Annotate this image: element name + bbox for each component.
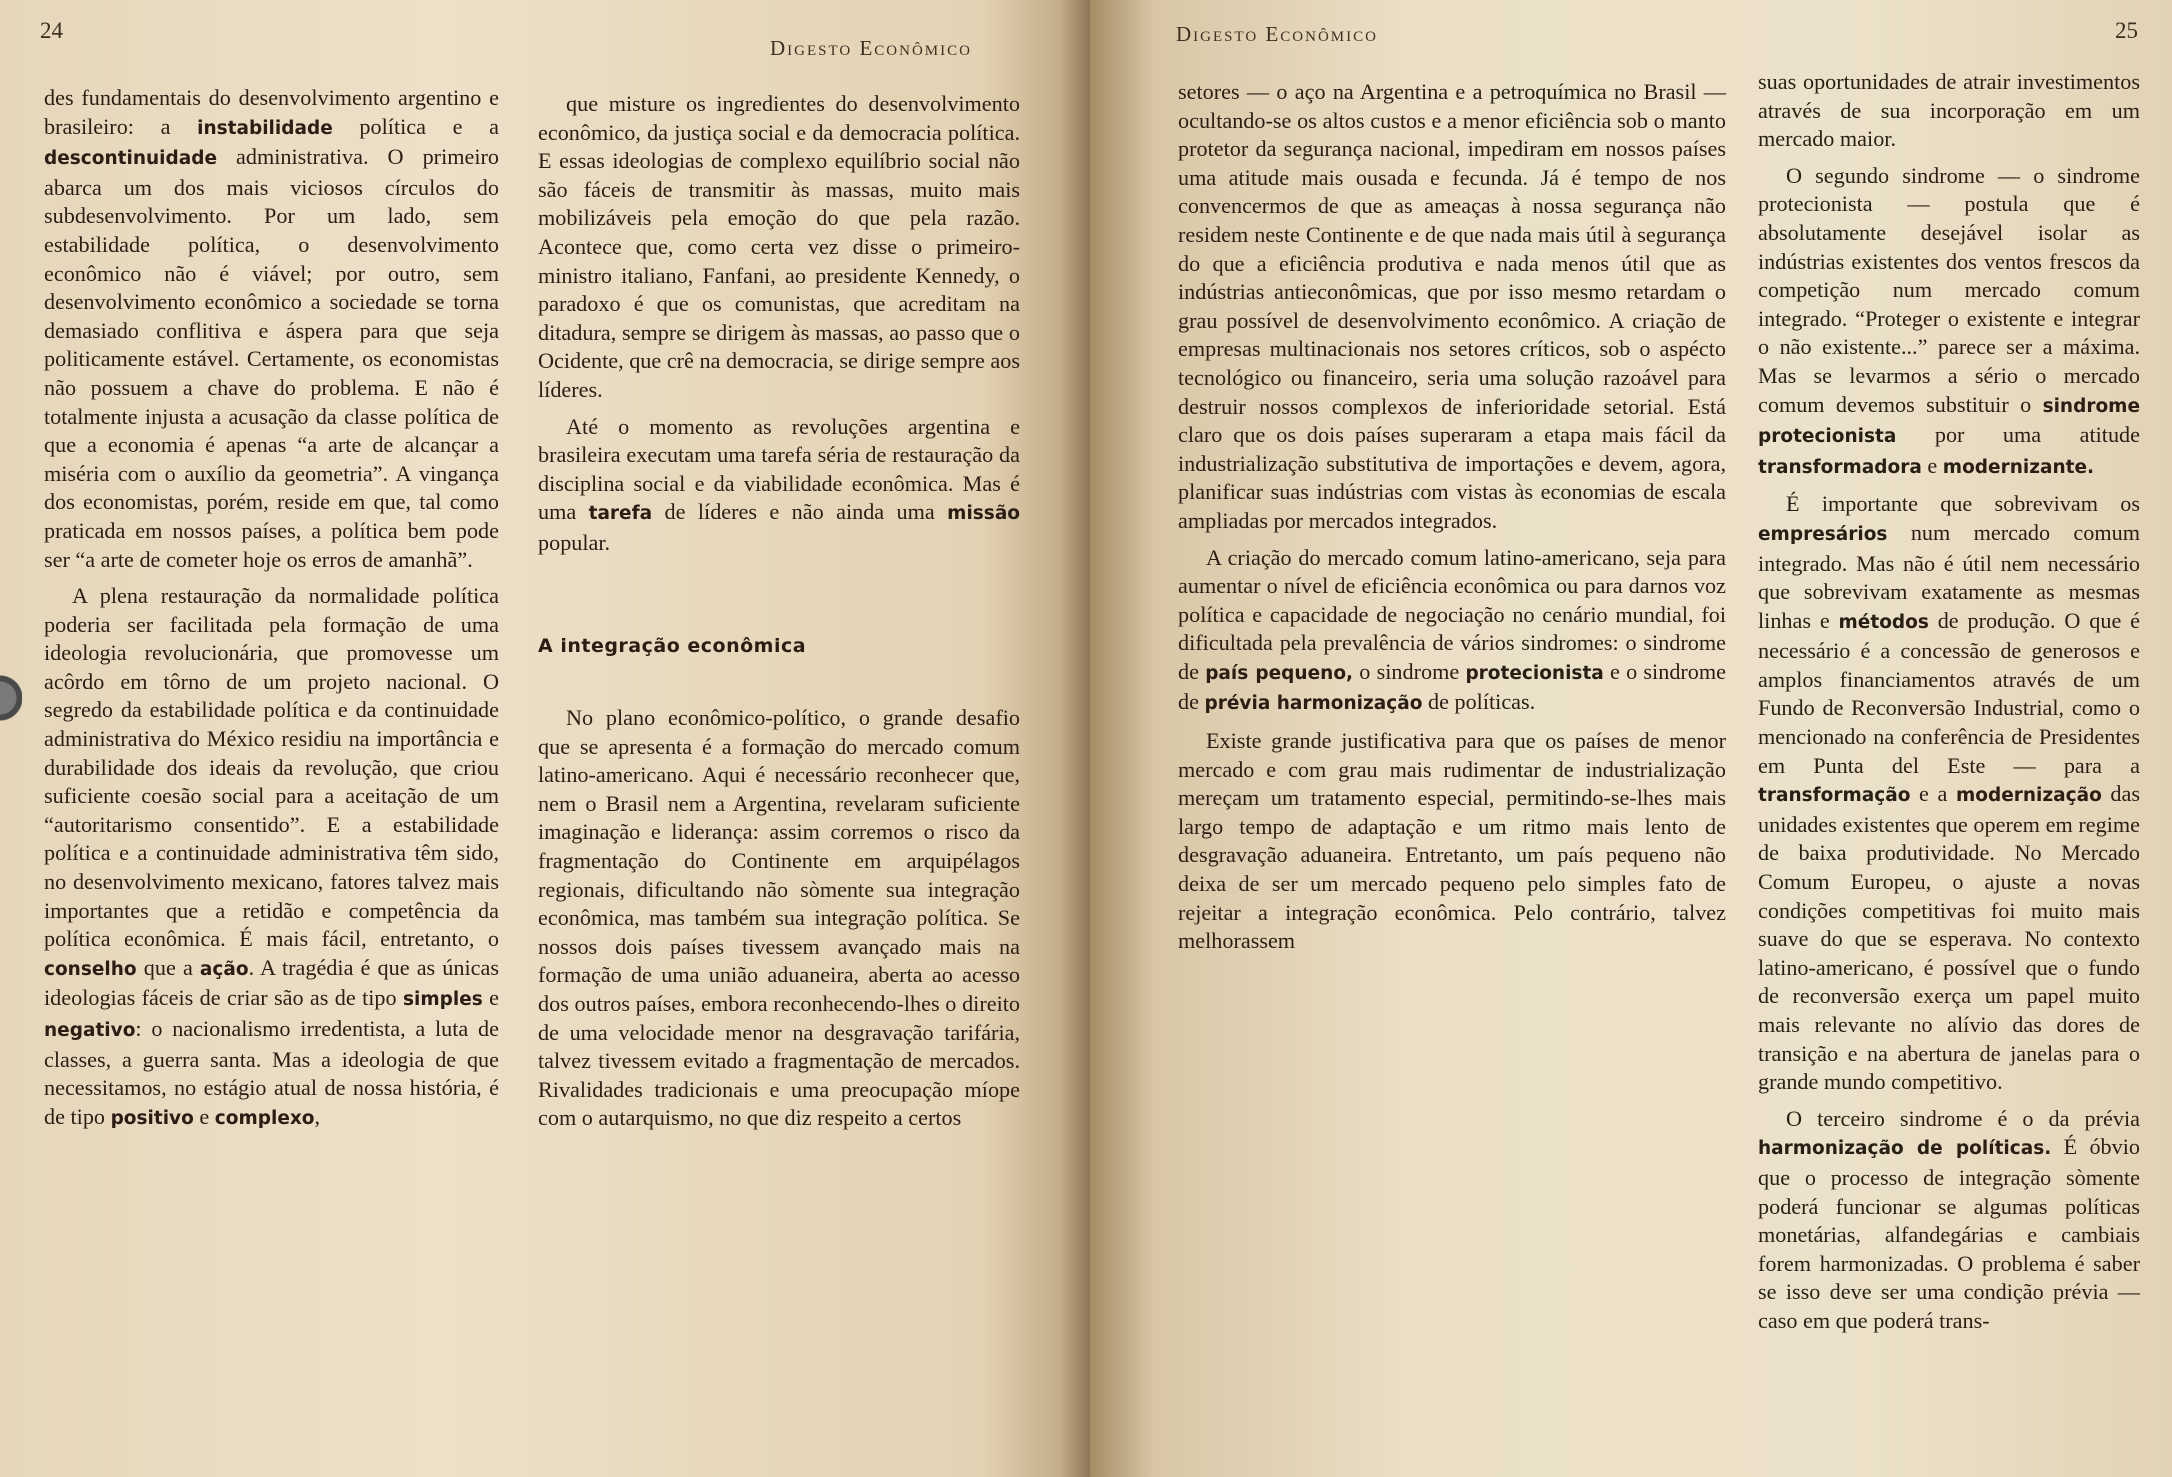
left-column-2	[538, 90, 1020, 1141]
bold-term: modernização	[1955, 785, 2102, 807]
bold-term: sindrome protecionista	[1758, 395, 2140, 448]
paragraph: Até o momento as revoluções argentina e brasileira executam uma tarefa séria de restauração da disciplina social e da viabilidade econômica. Mas é uma tarefa de líderes e não ainda uma missão popular.	[538, 413, 1021, 555]
paragraph: A plena restauração da normalidade política poderia ser facilitada pela formação de uma ideologia revolucionária, que promovesse um acôrdo em tôrno de um projeto nacional. O segredo da estabilidade política e da continuidade administrativa do México residiu na importância e durabilidade dos ideais da revolução, que criou suficiente coesão social para a aceitação de um “autoritarismo consentido”. E a estabilidade política e a continuidade administrativa têm sido, no desenvolvimento mexicano, fatores talvez mais importantes que a retidão e competência da política econômica. É mais fácil, entretanto, o conselho que a ação. A tragédia é que as únicas ideologias fáceis de criar são as de tipo simples e negativo: o nacionalismo irredentista, a luta de classes, a guerra santa. Mas a ideologia de que necessitamos, no estágio atual de nossa história, é de tipo positivo e complexo,	[44, 583, 499, 1129]
bold-term: harmonização de políticas.	[1758, 1138, 2052, 1160]
page-number-right: 25	[2115, 18, 2138, 43]
bold-term: ação	[199, 958, 249, 980]
binder-clip	[0, 668, 22, 728]
paragraphs	[538, 704, 1020, 1133]
bold-term: positivo	[110, 1107, 194, 1129]
paragraphs	[1178, 78, 1726, 956]
bold-term: descontinuidade	[44, 148, 218, 170]
paragraph: No plano econômico-político, o grande desafio que se apresenta é a formação do mercado comum latino-americano. Aqui é necessário reconhecer que, nem o Brasil nem a Argentina, revelaram suficiente imaginação e liderança: assim corremos o risco da fragmentação do Continente em arquipélagos regionais, dificultando não sòmente sua integração econômica, mas também sua integração política. Se nossos dois países tivessem avançado mais na formação de uma união aduaneira, aberta ao acesso dos outros países, embora reconhecendo-lhes o direito de uma velocidade menor na desgravação tarifária, talvez tivessem evitado a fragmentação de mercados. Rivalidades tradicionais e uma preocupação míope com o autarquismo, no que diz respeito a certos	[538, 705, 1020, 1131]
paragraph: que misture os ingredientes do desenvolvimento econômico, da justiça social e da democracia política. E essas ideologias de complexo equilíbrio social não são fáceis de transmitir às massas, muito mais mobilizáveis pela emoção do que pela razão. Acontece que, como certa vez disse o primeiro-ministro italiano, Fanfani, ao presidente Kennedy, o paradoxo é que os comunistas, que acreditam na ditadura, sempre se dirigem às massas, ao passo que o Ocidente, que crê na democracia, se dirige sempre aos líderes.	[538, 91, 1020, 402]
bold-term: empresários	[1758, 523, 1888, 545]
bold-term: transformação	[1758, 785, 1911, 807]
gutter-shadow-left	[1060, 0, 1090, 1477]
paragraphs	[44, 84, 499, 1133]
bold-term: métodos	[1838, 611, 1929, 633]
paragraph: O terceiro sindrome é o da prévia harmonização de políticas. É óbvio que o processo de integração sòmente poderá funcionar se algumas políticas monetárias, alfandegárias e cambiais forem harmonizadas. O problema é saber se isso deve ser uma condição prévia — caso em que poderá trans-	[1758, 1105, 2141, 1333]
bold-term: instabilidade	[197, 117, 333, 139]
bold-term: transformadora	[1758, 456, 1922, 478]
running-head-left: Digesto Econômico	[770, 36, 972, 60]
paragraphs	[538, 90, 1020, 558]
running-head-right: Digesto Econômico	[1176, 22, 1378, 46]
paragraph: setores — o aço na Argentina e a petroquímica no Brasil — ocultando-se os altos custos e a menor eficiência sob o manto protetor da segurança nacional, impediram em nossos países uma atitude mais ousada e fecunda. Já é tempo de nos convencermos de que as ameaças à nossa segurança não residem neste Continente e de que nada mais útil à segurança do que a eficiência produtiva e nada menos útil que as indústrias antieconômicas, que por isso mesmo retardam o grau possível de desenvolvimento econômico. A criação de empresas multinacionais nos setores críticos, sob o aspécto tecnológico ou financeiro, seria uma solução razoável para destruir nossos complexos de inferioridade setorial. Está claro que os dois países superaram a etapa mais fácil da industrialização substitutiva de importações e devem, agora, planificar suas indústrias com vistas às economias de escala ampliadas por mercados integrados.	[1178, 79, 1726, 533]
right-column-2	[1758, 68, 2140, 1344]
bold-term: país pequeno,	[1205, 662, 1354, 684]
bold-term: tarefa	[588, 503, 653, 525]
bold-term: prévia harmonização	[1204, 693, 1423, 715]
paragraphs	[1758, 68, 2140, 1336]
paragraph: suas oportunidades de atrair investimentos através de sua incorporação em um mercado maior.	[1758, 69, 2140, 152]
paragraph: É importante que sobrevivam os empresários num mercado comum integrado. Mas não é útil nem necessário que sobrevivam exatamente as mesmas linhas e métodos de produção. O que é necessário é a concessão de generosos e amplos financiamentos através de um Fundo de Reconversão Industrial, como o mencionado na conferência de Presidentes em Punta del Este — para a transformação e a modernização das unidades existentes que operem em regime de baixa produtividade. No Mercado Comum Europeu, o ajuste a novas condições competitivas foi muito mais suave do que se esperava. No contexto latino-americano, é possível que o fundo de reconversão exerça um papel muito mais relevante no alívio das dores de transição e na abertura de janelas para o grande mundo competitivo.	[1758, 491, 2141, 1095]
bold-term: protecionista	[1465, 662, 1604, 684]
left-column-1	[44, 84, 499, 1141]
bold-term: complexo	[214, 1107, 315, 1129]
right-column-1	[1178, 78, 1726, 964]
bold-term: modernizante.	[1942, 456, 2095, 478]
right-page	[1090, 0, 2172, 1477]
paragraph: A criação do mercado comum latino-americano, seja para aumentar o nível de eficiência econômica ou para darnos voz política e capacidade de negociação no cenário mundial, foi dificultada pela prevalência de vários sindromes: o sindrome de país pequeno, o sindrome protecionista e o sindrome de prévia harmonização de políticas.	[1178, 544, 1726, 715]
page-number-left: 24	[40, 18, 63, 43]
bold-term: negativo	[44, 1020, 136, 1041]
bold-term: simples	[402, 989, 483, 1011]
paragraph: des fundamentais do desenvolvimento argentino e brasileiro: a instabilidade política e a descontinuidade administrativa. O primeiro abarca um dos mais viciosos círculos do subdesenvolvimento. Por um lado, sem estabilidade política, o desenvolvimento econômico não é viável; por outro, sem desenvolvimento econômico a sociedade se torna demasiado conflitiva e áspera para que seja politicamente estável. Certamente, os economistas não possuem a chave do problema. E não é totalmente injusta a acusação da classe política de que a economia é apenas “a arte de alcançar a miséria com o auxílio da geometria”. A vingança dos economistas, porém, reside em que, tal como praticada em nossos países, a política bem pode ser “a arte de cometer hoje os erros de amanhã”.	[44, 85, 499, 572]
bold-term: missão	[947, 503, 1021, 525]
section-title: A integração econômica	[538, 634, 807, 657]
paragraph: O segundo sindrome — o sindrome protecionista — postula que é absolutamente desejável isolar as indústrias existentes dos ventos frescos da competição num mercado comum integrado. “Proteger o existente e integrar o não existente...” parece ser a máxima. Mas se levarmos a sério o mercado comum devemos substituir o sindrome protecionista por uma atitude transformadora e modernizante.	[1758, 162, 2140, 478]
paragraph: Existe grande justificativa para que os países de menor mercado e com grau mais rudimentar de industrialização mereçam um tratamento especial, permitindo-se-lhes mais largo tempo de adaptação e um ritmo mais lento de desgravação aduaneira. Entretanto, um país pequeno não deixa de ser um mercado pequeno pelo simples fato de rejeitar a integração econômica. Pelo contrário, talvez melhorassem	[1178, 728, 1726, 954]
bold-term: conselho	[44, 958, 137, 980]
